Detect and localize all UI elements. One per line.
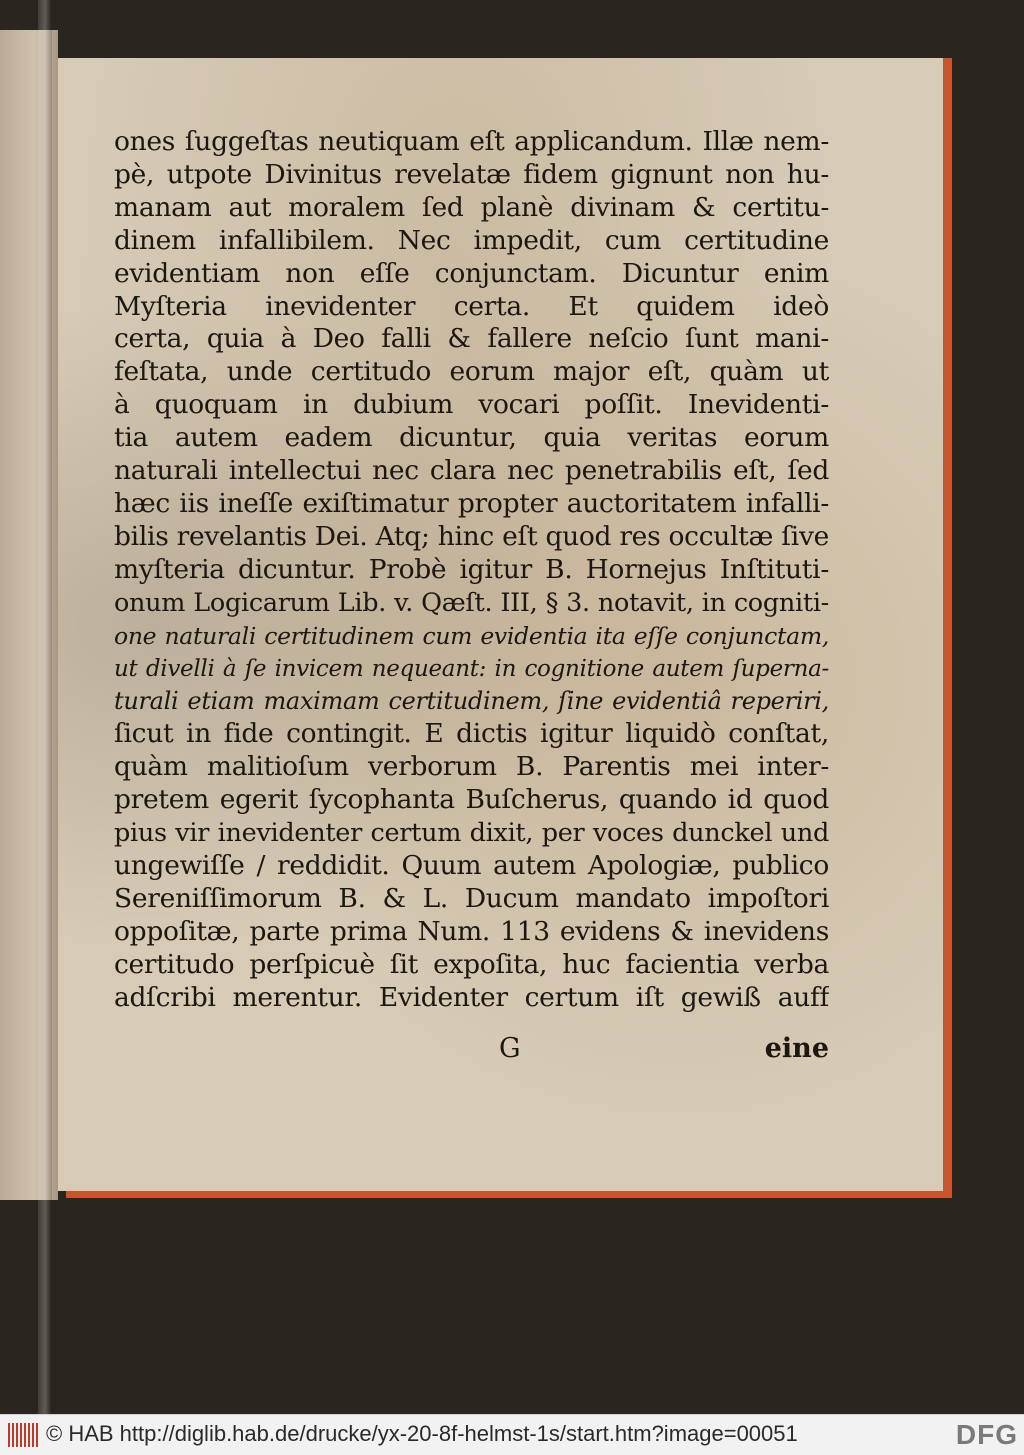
text-line: onum Logicarum Lib. v. Qæſt. III, § 3. notavit, in cogniti- xyxy=(114,587,829,618)
text-line: Sereniſſimorum B. & L. Ducum mandato impoſtori xyxy=(114,882,829,914)
text-line: feſtata, unde certitudo eorum major eſt, quàm ut xyxy=(114,356,829,388)
text-line: oppoſitæ, parte prima Num. 113 evidens & inevidens xyxy=(114,915,829,947)
text-line: pè, utpote Divinitus revelatæ fidem gignunt non hu- xyxy=(114,158,829,190)
text-line: hæc iis ineſſe exiſtimatur propter auctoritatem infalli- xyxy=(114,487,829,519)
footer-bar xyxy=(0,1414,1024,1455)
text-line: manam aut moralem ſed planè divinam & certitu- xyxy=(114,191,829,223)
text-line: ones ſuggeſtas neutiquam eſt applicandum. Illæ nem- xyxy=(114,126,829,157)
text-line: quàm malitioſum verborum B. Parentis mei inter- xyxy=(114,751,829,783)
text-line: bilis revelantis Dei. Atq; hinc eſt quod res occultæ ſive xyxy=(114,520,829,552)
text-line: turali etiam maximam certitudinem, ſine evidentiâ reperiri, xyxy=(114,687,829,716)
text-line: evidentiam non eſſe conjunctam. Dicuntur enim xyxy=(114,257,829,289)
text-line: Myſteria inevidenter certa. Et quidem ideò xyxy=(114,290,829,322)
text-line: adſcribi merentur. Evidenter certum iſt gewiß auff xyxy=(114,981,829,1013)
text-line: ut divelli à ſe invicem nequeant: in cognitione autem ſuperna- xyxy=(114,655,829,682)
text-line: one naturali certitudinem cum evidentia ita eſſe conjunctam, xyxy=(114,621,829,650)
text-line: naturali intellectui nec clara nec penetrabilis eſt, ſed xyxy=(114,455,829,487)
text-line: pius vir inevidenter certum dixit, per voces dunckel und xyxy=(114,818,829,849)
catchword: eine xyxy=(764,1033,829,1064)
text-line: dinem infallibilem. Nec impedit, cum certitudine xyxy=(114,224,829,256)
page-footer-row xyxy=(114,1033,829,1073)
text-line: pretem egerit ſycophanta Buſcherus, quando id quod xyxy=(114,784,829,816)
citation-link[interactable]: © HAB http://diglib.hab.de/drucke/yx-20-8f-helmst-1s/start.htm?image=00051 xyxy=(46,1421,798,1446)
dfg-logo: DFG xyxy=(955,1419,1018,1450)
text-line: ungewiſſe / reddidit. Quum autem Apologiæ, publico xyxy=(114,849,829,881)
text-line: certitudo perſpicuè ſit expoſita, huc facientia verba xyxy=(114,948,829,980)
text-line: ſicut in fide contingit. E dictis igitur liquidò conſtat, xyxy=(114,718,829,750)
gutter-strip xyxy=(38,0,52,1414)
scanned-page xyxy=(58,58,943,1191)
text-line: myſteria dicuntur. Probè igitur B. Hornejus Inſtituti- xyxy=(114,553,829,585)
signature-mark: G xyxy=(499,1033,521,1064)
barcode-icon xyxy=(8,1423,38,1447)
text-line: tia autem eadem dicuntur, quia veritas eorum xyxy=(114,422,829,454)
text-line: à quoquam in dubium vocari poſſit. Inevidenti- xyxy=(114,389,829,421)
page-text-block xyxy=(114,126,829,1014)
text-line: certa, quia à Deo falli & fallere neſcio ſunt mani- xyxy=(114,323,829,355)
